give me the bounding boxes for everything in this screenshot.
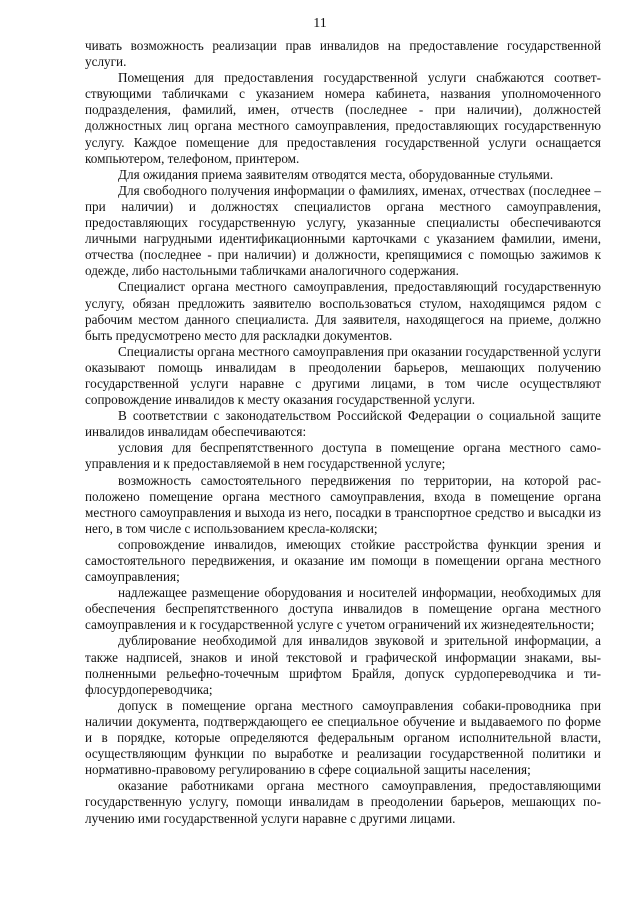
paragraph-specialist-chair: Специалист органа местного самоуправления, предоставляющий государственную услугу, обязан предложить заявителю воспользоваться стулом, находящимся рядом с рабочим местом данного специалиста. Для заявителя, находящегося на приеме, должно быть предусмотрено место для раскладки документов. [85, 279, 601, 343]
list-item-escort: сопровождение инвалидов, имеющих стойкие расстройства функции зрения и самостоятельного передвижения, и оказание им помощи в помещении органа местного самоуправления; [85, 536, 601, 585]
paragraph-continuation: чивать возможность реализации прав инвалидов на предоставление государственной услуги. [85, 38, 601, 70]
page-number: 11 [313, 16, 327, 31]
list-item-independent-movement: возможность самостоятельного передвижения по территории, на которой расположено помещение органа местного самоуправления, входа в помещение органа местного самоуправления и выхода из него, посадки в транспортное средство и высадки из него, в том числе с использованием кресла-коляски; [85, 472, 601, 536]
list-item-guide-dog: допуск в помещение органа местного самоуправления собаки-проводника при наличии документа, подтверждающего ее специальное обучение и выдаваемого по форме и в порядке, которые определяются федеральным органом исполнительной власти, осуществляющим функции по выработке и реализации государственной политики и нормативно-правовому регулированию в сфере социальной защиты населения; [85, 697, 601, 778]
list-item-braille-duplication: дублирование необходимой для инвалидов звуковой и зрительной информации, а также надписей, знаков и иной текстовой и графической информации знаками, выполненными рельефно-точечным шрифтом Брайля, допуск сурдопереводчика и тифлосурдопереводчика; [85, 633, 601, 697]
paragraph-waiting-seats: Для ожидания приема заявителям отводятся места, оборудованные стульями. [118, 166, 554, 182]
body-text [85, 38, 601, 827]
paragraph-legislation-intro: В соответствии с законодательством Российской Федерации о социальной защите инвалидов инвалидам обеспечиваются: [85, 408, 601, 440]
list-item-access-conditions: условия для беспрепятственного доступа в помещение органа местного самоуправления и к предоставляемой в нем государственной услуге; [85, 440, 601, 472]
paragraph-premises-signage: Помещения для предоставления государственной услуги снабжаются соответствующими табличками с указанием номера кабинета, названия уполномоченного подразделения, фамилий, имен, отчеств (последнее - при наличии), должностей должностных лиц органа местного самоуправления, предоставляющих государственную услугу. Каждое помещение для предоставления государственной услуги оснащается компьютером, телефоном, принтером. [85, 70, 601, 166]
list-item-equipment-placement: надлежащее размещение оборудования и носителей информации, необходимых для обеспечения беспрепятственного доступа инвалидов в помещение органа местного самоуправления и к государственной услуге с учетом ограничений их жизнедеятельности; [85, 585, 601, 633]
paragraph-identification-cards: Для свободного получения информации о фамилиях, именах, отчествах (последнее – при наличии) и должностях специалистов органа местного самоуправления, предоставляющих государственную услугу, указанные специалисты обеспечиваются личными нагрудными идентификационными карточками с указанием фамилии, имени, отчества (последнее - при наличии) и должности, крепящимися с помощью зажимов к одежде, либо настольными табличками аналогичного содержания. [85, 182, 601, 279]
list-item-staff-assistance: оказание работниками органа местного самоуправления, предоставляющими государственную услугу, помощи инвалидам в преодолении барьеров, мешающих получению ими государственной услуги наравне с другими лицами. [85, 778, 601, 826]
paragraph-assistance-disabled: Специалисты органа местного самоуправления при оказании государственной услуги оказывают помощь инвалидам в преодолении барьеров, мешающих получению государственной услуги наравне с другими лицами, в том числе осуществляют сопровождение инвалидов к месту оказания государственной услуги. [85, 343, 601, 408]
